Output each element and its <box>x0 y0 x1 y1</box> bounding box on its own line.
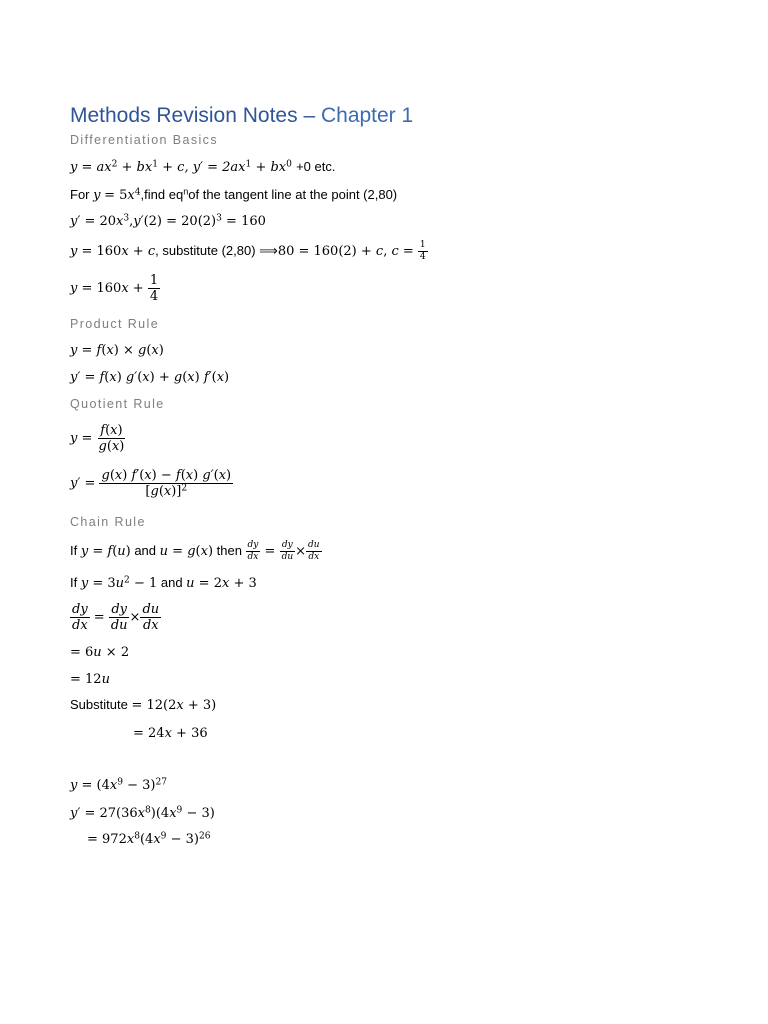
page-title <box>70 104 413 128</box>
equation-power-derivative: $y' = 27(36x^8)(4x^9 - 3)$ <box>70 805 215 821</box>
heading-quotient-rule: Quotient Rule <box>70 397 165 411</box>
equation-substitute-point: y = 160x + c, substitute (2,80) ⟹80 = 160(2) + c, c = $\frac{1}{4}$ <box>70 240 426 262</box>
equation-quotient-derivative: y′ = $\frac{g(x) f'(x) - f(x) g'(x)}{[g(x)]^2}$ <box>70 468 232 499</box>
equation-product-form: y = f(x) × g(x) <box>70 343 164 358</box>
etc-text: +0 etc. <box>296 159 336 174</box>
equation-12u: = 12u <box>70 672 110 687</box>
heading-differentiation-basics: Differentiation Basics <box>70 133 218 147</box>
heading-chain-rule: Chain Rule <box>70 515 146 529</box>
equation-quotient-form: y = $\frac{f(x)}{g(x)}$ <box>70 423 125 454</box>
chain-rule-example: If $y = 3u^2 - 1$ and u = 2x + 3 <box>70 575 257 591</box>
equation-product-derivative: y′ = f(x) g′(x) + g(x) f′(x) <box>70 370 230 385</box>
fraction-one-quarter: $\frac{1}{4}$ <box>419 240 426 262</box>
fraction-quotient-rule: $\frac{g(x) f'(x) - f(x) g'(x)}{[g(x)]^2}$ <box>101 468 232 499</box>
equation-general-derivative: $y = ax^2 + bx^1 + c$, $y' = 2ax^1 + bx^0 +0$ etc. <box>70 159 336 175</box>
fraction-f-over-g: $\frac{f(x)}{g(x)}$ <box>98 423 125 454</box>
equation-substitute: Substitute = 12(2x + 3) <box>70 697 217 713</box>
equation-24x-plus-36: = 24x + 36 <box>133 726 208 741</box>
equation-power-simplified: = $972x^8(4x^9 - 3)^{26}$ <box>87 831 211 847</box>
fraction-one-quarter-large: $\frac{1}{4}$ <box>149 273 159 304</box>
equation-chain-rule-full: $\frac{dy}{dx}$ = $\frac{dy}{du}$ × $\frac{du}{dx}$ <box>72 602 160 633</box>
heading-product-rule: Product Rule <box>70 317 160 331</box>
equation-tangent-line: y = 160x + $\frac{1}{4}$ <box>70 273 159 304</box>
equation-6u-times-2: = 6u × 2 <box>70 645 130 660</box>
chain-rule-statement: If y = f(u) and u = g(x) then $\frac{dy}{dx}$ = $\frac{dy}{du}$ × $\frac{du}{dx}$ <box>70 540 320 562</box>
equation-derivative-at-2: $y' = 20x^3,y'(2) = 20(2)^3 = 160$ <box>70 213 266 229</box>
title-chapter: Chapter 1 <box>320 104 414 127</box>
tangent-line-question: For $y = 5x^4,find$ $eq^nof$ the tangent line at the point (2,80) <box>70 186 398 203</box>
title-main: Methods Revision Notes – <box>70 104 321 127</box>
equation-power-example: $y = (4x^9 - 3)^{27}$ <box>70 777 168 793</box>
